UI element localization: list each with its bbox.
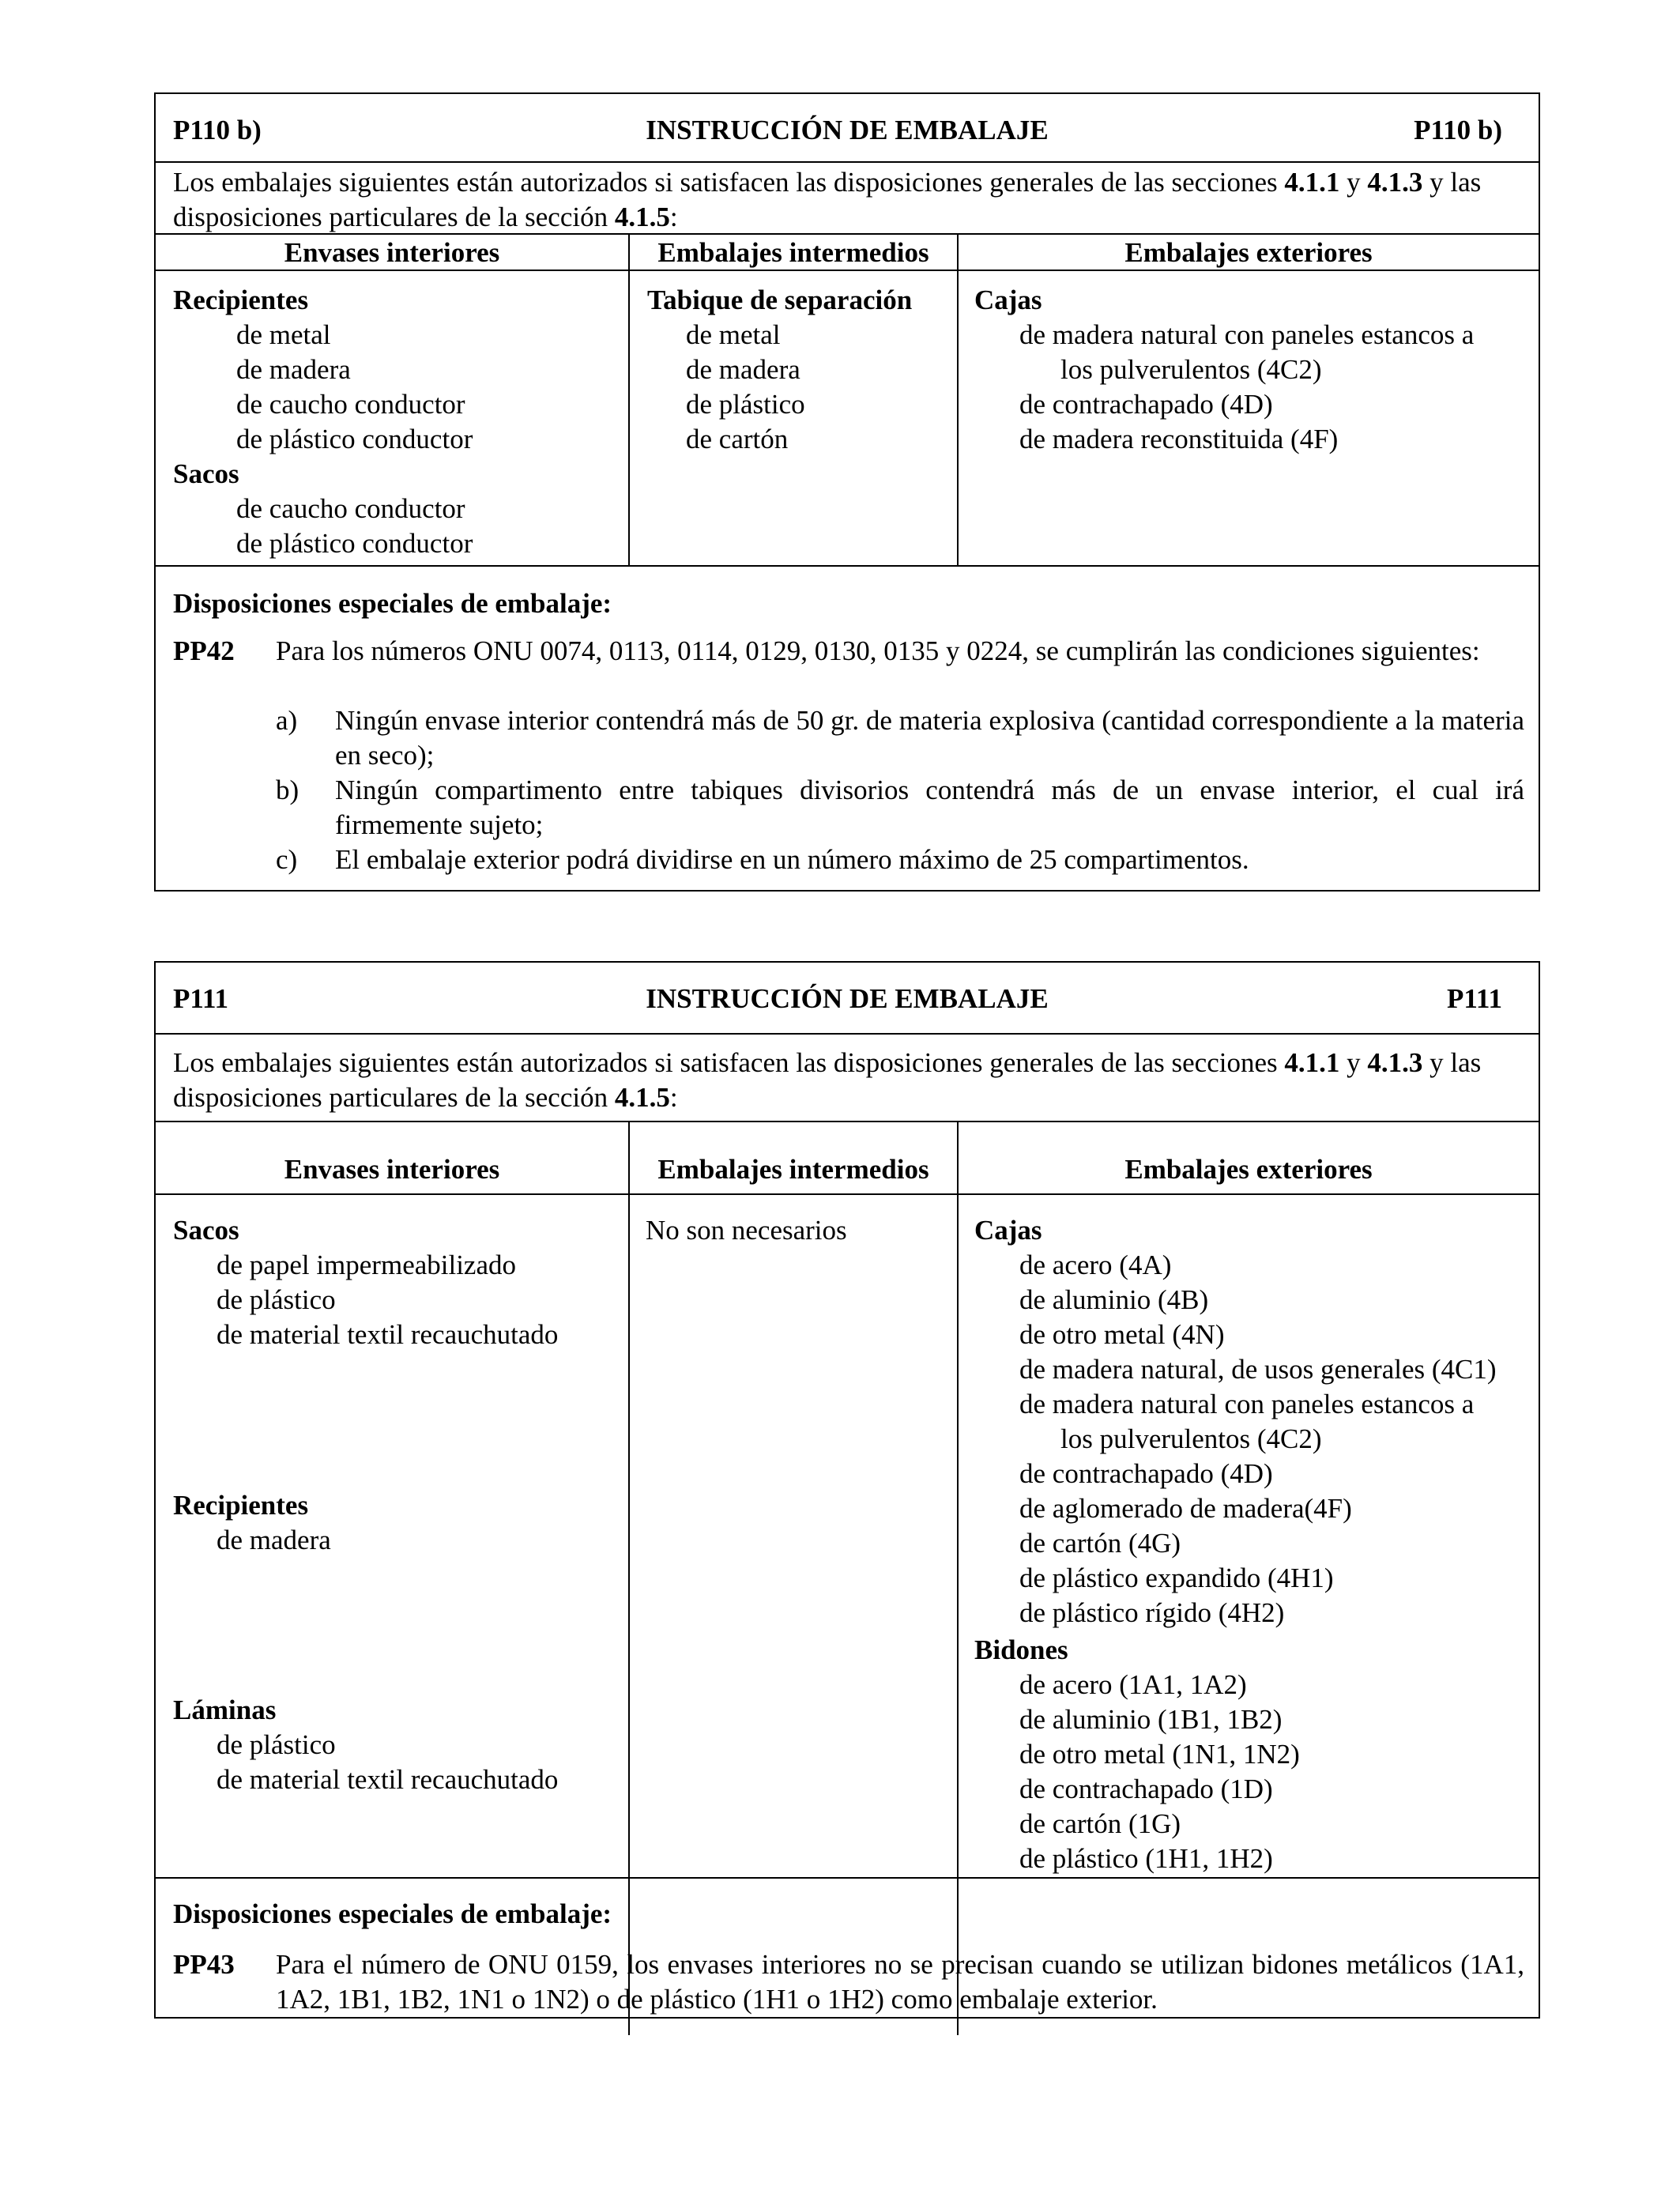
list-item: los pulverulentos (4C2) — [1060, 1423, 1322, 1454]
instruction-code-left: P110 b) — [173, 115, 262, 145]
provision-text: Para los números ONU 0074, 0113, 0114, 0129, 0130, 0135 y 0224, se cumplirán las condiciones siguientes: — [276, 635, 1480, 666]
condition-label: c) — [276, 844, 298, 875]
list-item: de madera natural con paneles estancos a — [1019, 319, 1475, 350]
intermediate-note: No son necesarios — [646, 1215, 847, 1246]
special-provisions-heading: Disposiciones especiales de embalaje: — [173, 588, 612, 619]
divider — [156, 161, 1539, 163]
list-item: de plástico rígido (4H2) — [1019, 1597, 1285, 1628]
list-item: de plástico — [217, 1729, 336, 1760]
condition-label: a) — [276, 705, 298, 736]
list-item: de plástico conductor — [236, 424, 473, 454]
condition-text: Ningún compartimento entre tabiques divisorios contendrá más de un envase interior, el cual irá firmemente sujeto; — [335, 775, 1524, 840]
section-ref: 4.1.1 — [1284, 1047, 1340, 1078]
list-item: de metal — [236, 319, 331, 350]
list-item: de otro metal (1N1, 1N2) — [1019, 1739, 1300, 1770]
column-header-intermediate: Embalajes intermedios — [657, 1154, 929, 1185]
column-header-outer: Embalajes exteriores — [1124, 237, 1373, 268]
list-item: de contrachapado (4D) — [1019, 389, 1273, 420]
list-item: de cartón (4G) — [1019, 1528, 1181, 1559]
list-item: de material textil recauchutado — [217, 1319, 559, 1350]
intro-text: y — [1339, 167, 1368, 198]
group-heading: Recipientes — [173, 285, 309, 315]
list-item: de madera — [686, 354, 800, 385]
divider — [156, 270, 1539, 271]
special-provisions-heading: Disposiciones especiales de embalaje: — [173, 1898, 612, 1929]
list-item: de caucho conductor — [236, 493, 465, 524]
section-ref: 4.1.1 — [1284, 167, 1340, 198]
divider — [156, 1121, 1539, 1122]
condition-text: Ningún envase interior contendrá más de 50 gr. de materia explosiva (cantidad correspondiente a la materia en seco); — [335, 705, 1524, 771]
list-item: de cartón — [686, 424, 789, 454]
list-item: de contrachapado (1D) — [1019, 1774, 1273, 1804]
instruction-title: INSTRUCCIÓN DE EMBALAJE — [646, 983, 1049, 1014]
intro-text: Los embalajes siguientes están autorizados si satisfacen las disposiciones generales de las secciones — [173, 1047, 1285, 1078]
provision-code: PP42 — [173, 635, 235, 666]
intro-text: y — [1339, 1047, 1368, 1078]
column-divider — [628, 233, 630, 565]
provision-text: Para el número de ONU 0159, los envases interiores no se precisan cuando se utilizan bidones metálicos (1A1, 1A2, 1B1, 1B2, 1N1 o 1N2) o de plástico (1H1 o 1H2) como embalaje exterior. — [276, 1949, 1524, 2015]
section-ref: 4.1.5 — [614, 1082, 670, 1113]
group-heading: Bidones — [974, 1634, 1068, 1665]
list-item: de metal — [686, 319, 781, 350]
column-divider — [957, 233, 959, 565]
list-item: de plástico — [686, 389, 805, 420]
packing-instruction-p110b — [154, 92, 1540, 892]
list-item: de acero (1A1, 1A2) — [1019, 1669, 1247, 1700]
column-divider — [628, 1121, 630, 2035]
intro-paragraph — [173, 1046, 1524, 1115]
instruction-code-left: P111 — [173, 983, 229, 1014]
condition-text: El embalaje exterior podrá dividirse en un número máximo de 25 compartimentos. — [335, 844, 1249, 875]
instruction-title: INSTRUCCIÓN DE EMBALAJE — [646, 115, 1049, 145]
list-item: de otro metal (4N) — [1019, 1319, 1225, 1350]
instruction-code-right: P111 — [1446, 983, 1502, 1014]
list-item: de plástico — [217, 1284, 336, 1315]
column-divider — [957, 1121, 959, 2035]
list-item: de plástico conductor — [236, 528, 473, 559]
list-item: de acero (4A) — [1019, 1250, 1172, 1280]
intro-text: Los embalajes siguientes están autorizados si satisfacen las disposiciones generales de las secciones — [173, 167, 1285, 198]
column-header-outer: Embalajes exteriores — [1124, 1154, 1373, 1185]
divider — [156, 565, 1539, 567]
packing-instruction-p111 — [154, 961, 1540, 2019]
group-heading: Sacos — [173, 458, 239, 489]
group-heading: Recipientes — [173, 1490, 309, 1521]
condition-label: b) — [276, 775, 299, 805]
group-heading: Cajas — [974, 285, 1042, 315]
list-item: de aluminio (4B) — [1019, 1284, 1209, 1315]
intro-text: : — [669, 1082, 678, 1113]
list-item: de madera natural con paneles estancos a — [1019, 1389, 1475, 1419]
section-ref: 4.1.3 — [1367, 167, 1423, 198]
divider — [156, 233, 1539, 235]
list-item: de caucho conductor — [236, 389, 465, 420]
list-item: de plástico expandido (4H1) — [1019, 1563, 1334, 1593]
instruction-code-right: P110 b) — [1414, 115, 1502, 145]
group-heading: Cajas — [974, 1215, 1042, 1246]
list-item: de contrachapado (4D) — [1019, 1458, 1273, 1489]
list-item: de madera reconstituida (4F) — [1019, 424, 1339, 454]
intro-text: y las disposiciones particulares de la sección — [173, 167, 1482, 232]
list-item: de aglomerado de madera(4F) — [1019, 1493, 1352, 1524]
group-heading: Tabique de separación — [647, 285, 913, 315]
list-item: de madera — [236, 354, 351, 385]
intro-paragraph — [173, 165, 1524, 235]
list-item: de plástico (1H1, 1H2) — [1019, 1843, 1273, 1874]
list-item: de madera natural, de usos generales (4C1) — [1019, 1354, 1497, 1385]
list-item: de papel impermeabilizado — [217, 1250, 517, 1280]
list-item: los pulverulentos (4C2) — [1060, 354, 1322, 385]
intro-text: y las disposiciones particulares de la sección — [173, 1047, 1482, 1113]
intro-text: : — [669, 202, 678, 232]
group-heading: Láminas — [173, 1695, 277, 1725]
list-item: de madera — [217, 1525, 331, 1555]
divider — [156, 1033, 1539, 1035]
column-header-intermediate: Embalajes intermedios — [657, 237, 929, 268]
list-item: de cartón (1G) — [1019, 1808, 1181, 1839]
divider — [156, 1877, 1539, 1879]
group-heading: Sacos — [173, 1215, 239, 1246]
provision-code: PP43 — [173, 1949, 235, 1980]
section-ref: 4.1.5 — [614, 202, 670, 232]
section-ref: 4.1.3 — [1367, 1047, 1423, 1078]
column-header-inner: Envases interiores — [284, 1154, 500, 1185]
list-item: de material textil recauchutado — [217, 1764, 559, 1795]
divider — [156, 1193, 1539, 1195]
list-item: de aluminio (1B1, 1B2) — [1019, 1704, 1283, 1735]
column-header-inner: Envases interiores — [284, 237, 500, 268]
